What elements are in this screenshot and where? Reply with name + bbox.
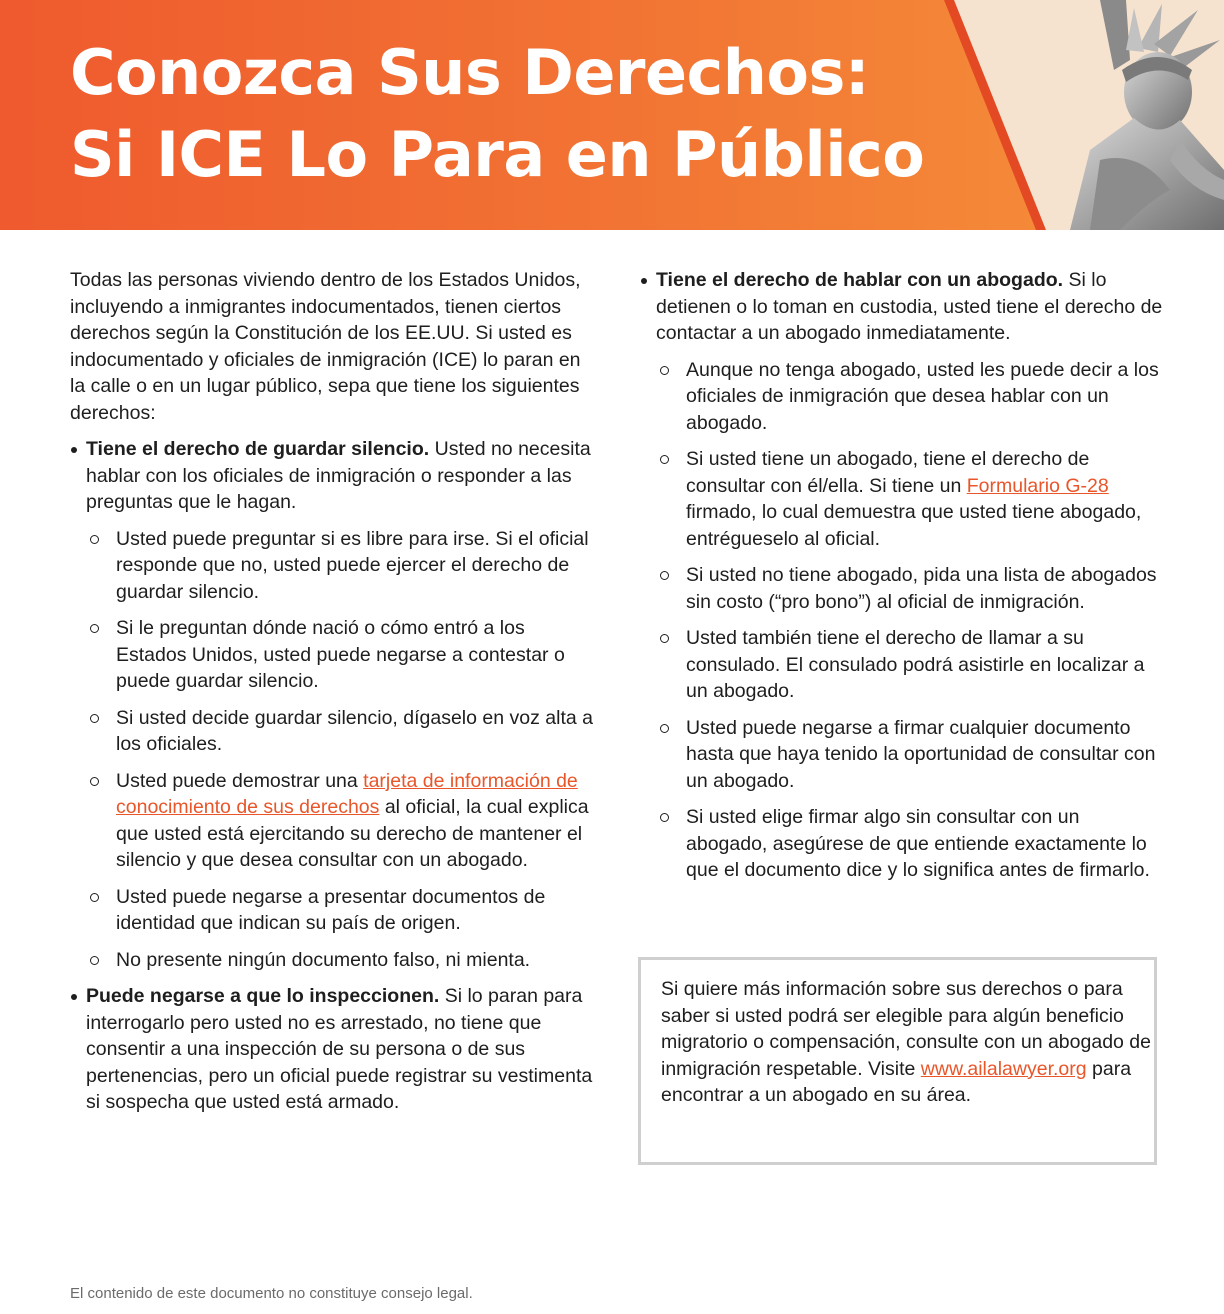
info-text: para encontrar a un abogado en su área. — [661, 1057, 1132, 1106]
intro-paragraph: Todas las personas viviendo dentro de los Estados Unidos, incluyendo a inmigrantes indocumentados, tienen ciertos derechos según la Constitución de los EE.UU. Si usted es indocumentado y oficiales de inmigración (ICE) lo paran en la calle o en un lugar público, sepa que tiene los siguientes derechos: — [70, 269, 581, 424]
info-box — [638, 957, 1157, 1165]
header-banner — [0, 0, 1224, 230]
left-column — [70, 267, 600, 1126]
sub-item: No presente ningún documento falso, ni mienta. — [70, 947, 600, 974]
sub-item: Si usted decide guardar silencio, dígaselo en voz alta a los oficiales. — [70, 705, 600, 758]
sub-item: Aunque no tenga abogado, usted les puede decir a los oficiales de inmigración que desea hablar con un abogado. — [640, 357, 1165, 437]
sub-item: Si usted no tiene abogado, pida una lista de abogados sin costo (“pro bono”) al oficial de inmigración. — [640, 562, 1165, 615]
bullet-text: Si lo paran para interrogarlo pero usted no es arrestado, no tiene que consentir a una inspección de su persona o de sus pertenencias, pero un oficial puede registrar su vestimenta si sospecha que usted está armado. — [86, 985, 593, 1113]
bullet-heading: Tiene el derecho de hablar con un abogado. — [656, 269, 1064, 291]
sub-item: Usted puede negarse a presentar documentos de identidad que indican su país de origen. — [70, 884, 600, 937]
bullet-right-to-silence — [70, 436, 600, 516]
sub-item — [70, 768, 600, 874]
right-column — [640, 267, 1165, 894]
bullet-refuse-search — [70, 983, 600, 1116]
bullet-right-to-lawyer — [640, 267, 1165, 347]
sub-item — [640, 446, 1165, 552]
bullet-heading: Puede negarse a que lo inspeccionen. — [86, 985, 440, 1007]
info-text: Si quiere más información sobre sus derechos o para saber si usted podrá ser elegible para algún beneficio migratorio o compensación, consulte con un abogado de inmigración respetable. Visite — [661, 978, 1151, 1080]
statue-of-liberty-icon — [1030, 0, 1224, 230]
ailalawyer-link[interactable]: www.ailalawyer.org — [920, 1057, 1087, 1080]
sub-item: Si le preguntan dónde nació o cómo entró a los Estados Unidos, usted puede negarse a contestar o puede guardar silencio. — [70, 615, 600, 695]
bullet-heading: Tiene el derecho de guardar silencio. — [86, 438, 430, 460]
sub-item: Usted puede preguntar si es libre para irse. Si el oficial responde que no, usted puede ejercer el derecho de guardar silencio. — [70, 526, 600, 606]
sub-text: firmado, lo cual demuestra que usted tiene abogado, entrégueselo al oficial. — [686, 501, 1142, 550]
sub-text: Si usted tiene un abogado, tiene el derecho de consultar con él/ella. Si tiene un — [686, 448, 1090, 497]
sub-text: al oficial, la cual explica que usted está ejercitando su derecho de mantener el silencio y que desea consultar con un abogado. — [116, 796, 589, 871]
footer-disclaimer: El contenido de este documento no constituye consejo legal. — [70, 1285, 473, 1302]
bullet-text: Si lo detienen o lo toman en custodia, usted tiene el derecho de contactar a un abogado inmediatamente. — [656, 269, 1163, 344]
title-line-2: Si ICE Lo Para en Público — [70, 118, 925, 191]
title-line-1: Conozca Sus Derechos: — [70, 36, 870, 109]
sub-text: Usted puede demostrar una — [116, 769, 364, 792]
rights-card-link[interactable]: tarjeta de información de conocimiento de sus derechos — [116, 769, 578, 818]
form-g28-link[interactable]: Formulario G-28 — [966, 474, 1109, 497]
sub-item: Usted puede negarse a firmar cualquier documento hasta que haya tenido la oportunidad de consultar con un abogado. — [640, 715, 1165, 795]
page-title — [70, 32, 924, 196]
bullet-text: Usted no necesita hablar con los oficiales de inmigración o responder a las preguntas que le hagan. — [86, 438, 591, 513]
sub-item: Usted también tiene el derecho de llamar a su consulado. El consulado podrá asistirle en localizar a un abogado. — [640, 625, 1165, 705]
sub-item: Si usted elige firmar algo sin consultar con un abogado, asegúrese de que entiende exactamente lo que el documento dice y lo significa antes de firmarlo. — [640, 804, 1165, 884]
